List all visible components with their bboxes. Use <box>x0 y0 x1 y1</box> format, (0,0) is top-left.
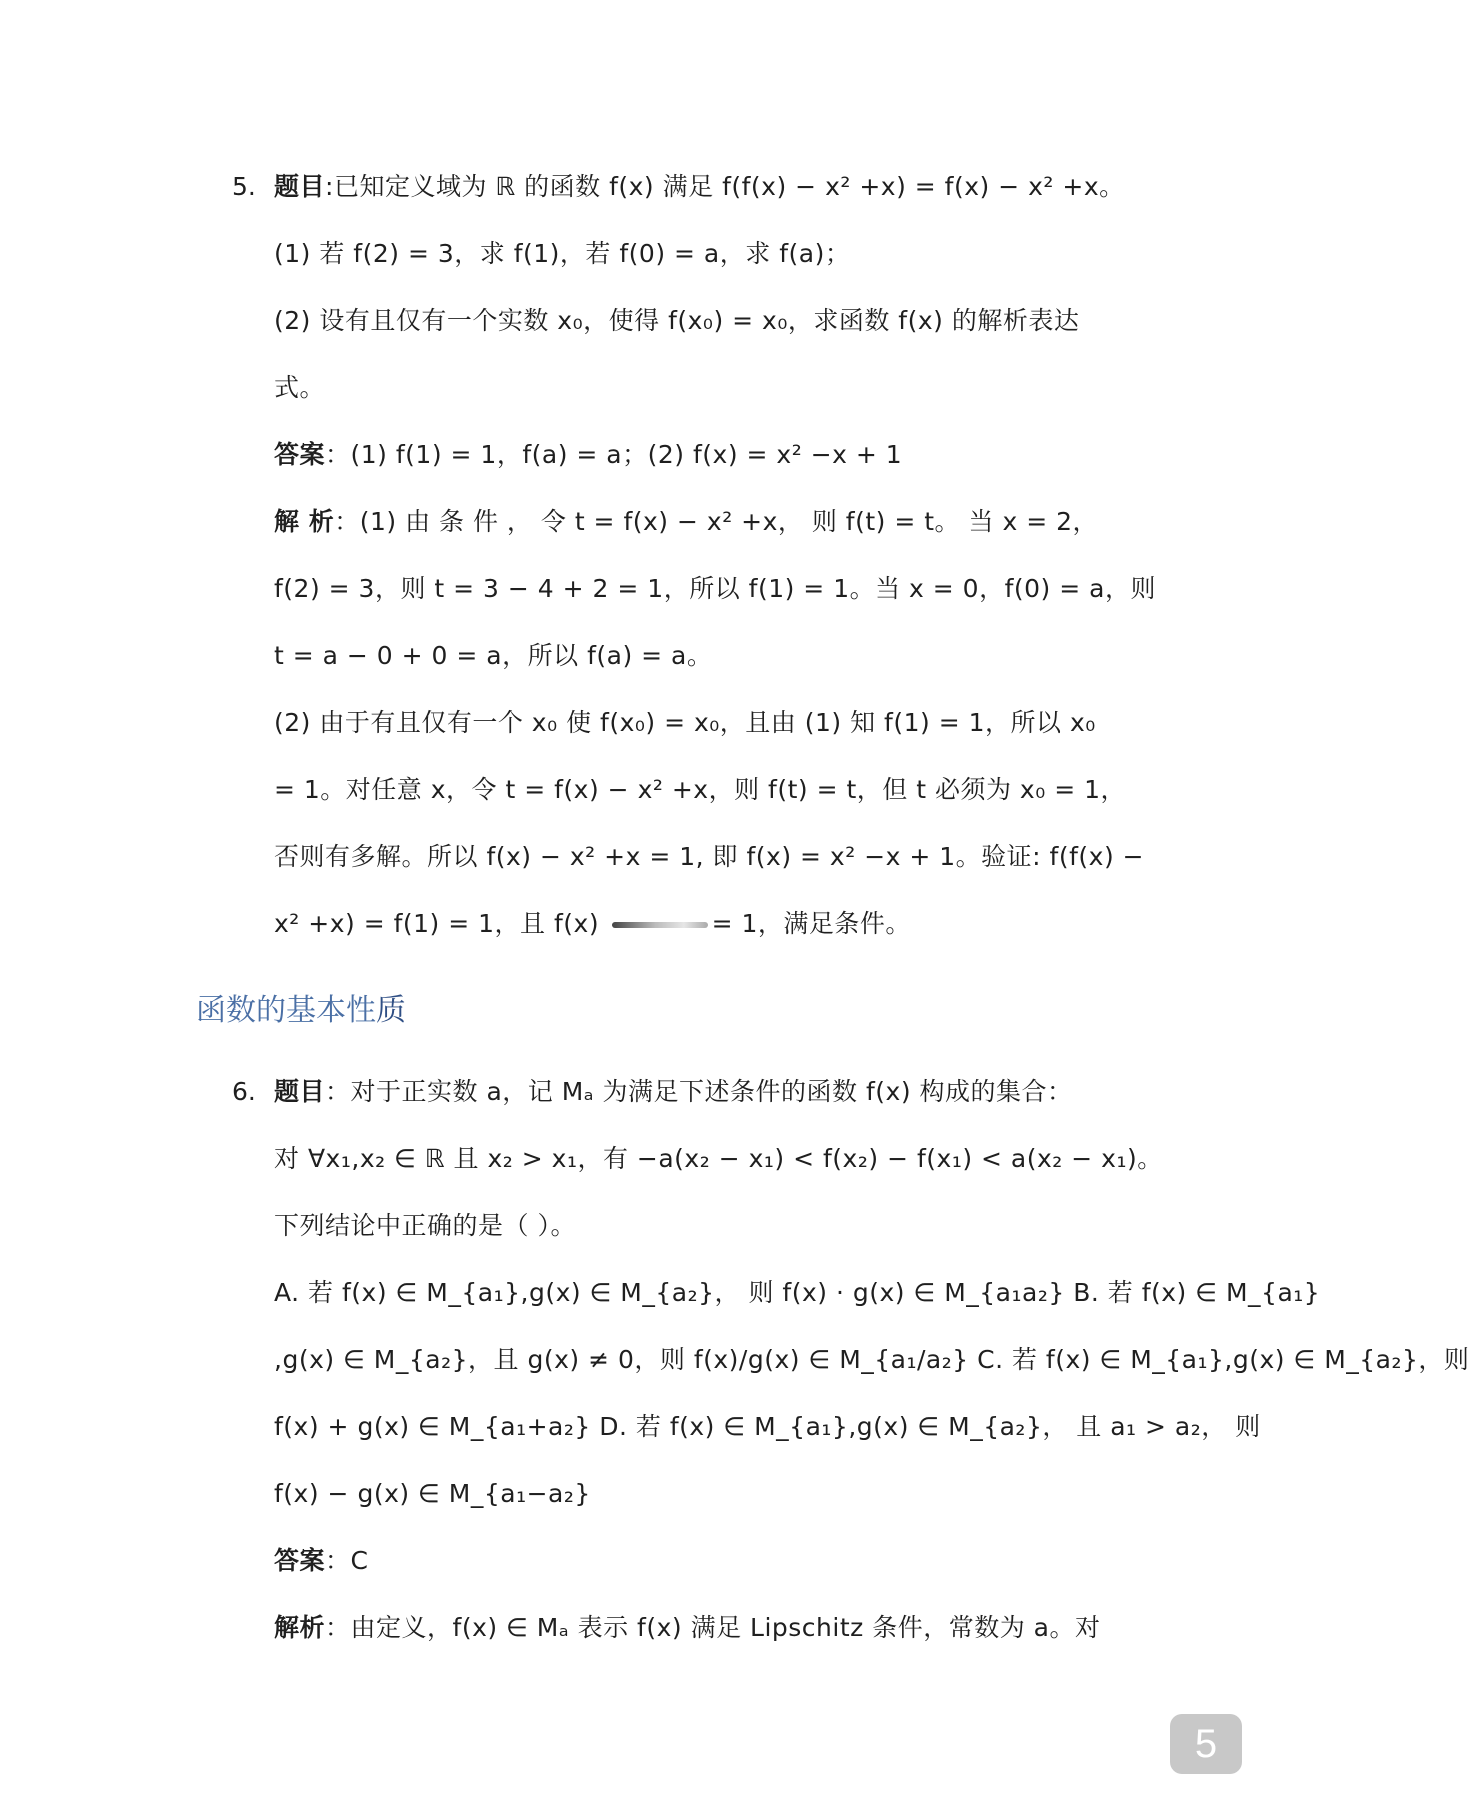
problem-5-answer-label: 答案 <box>274 440 326 469</box>
problem-6-text1: ：对于正实数 a，记 Mₐ 为满足下述条件的函数 f(x) 构成的集合： <box>325 1077 1073 1106</box>
problem-6-answer <box>274 1541 1104 1581</box>
problem-5-number: 5. <box>232 172 256 201</box>
problem-6-solution-text: ：由定义，f(x) ∈ Mₐ 表示 f(x) 满足 Lipschitz 条件，常数为 a。对 <box>325 1613 1101 1642</box>
problem-5-statement <box>274 167 1125 207</box>
problem-5-solution-line1 <box>274 502 1104 542</box>
problem-5-solution-label: 解 析 <box>274 507 335 536</box>
problem-5-solution-line6: 否则有多解。所以 f(x) − x² +x = 1, 即 f(x) = x² −x + 1。验证: f(f(x) − <box>274 842 1145 871</box>
problem-5-q2-line2: 式。 <box>274 373 326 402</box>
problem-5-solution-line5: = 1。对任意 x，令 t = f(x) − x² +x，则 f(t) = t，但 t 必须为 x₀ = 1， <box>274 775 1126 804</box>
problem-5-solution-text7b: = 1，满足条件。 <box>711 909 911 938</box>
problem-5-q2-line1: (2) 设有且仅有一个实数 x₀，使得 f(x₀) = x₀，求函数 f(x) 的解析表达 <box>274 306 1080 335</box>
problem-5-solution-line4: (2) 由于有且仅有一个 x₀ 使 f(x₀) = x₀，且由 (1) 知 f(1) = 1，所以 x₀ <box>274 708 1096 737</box>
problem-5-solution-line3: t = a − 0 + 0 = a，所以 f(a) = a。 <box>274 641 713 670</box>
section-heading-text: 函数的基本性 <box>196 993 376 1028</box>
problem-6-solution <box>274 1608 1104 1648</box>
problem-5-text: :已知定义域为 ℝ 的函数 f(x) 满足 f(f(x) − x² +x) = f(x) − x² +x。 <box>325 172 1125 201</box>
problem-6-statement <box>274 1072 1104 1112</box>
blurred-region <box>612 922 708 928</box>
problem-5-solution-line2: f(2) = 3，则 t = 3 − 4 + 2 = 1，所以 f(1) = 1。当 x = 0，f(0) = a，则 <box>274 574 1156 603</box>
page-number-badge: 5 <box>1170 1714 1242 1774</box>
problem-6-answer-label: 答案 <box>274 1546 326 1575</box>
problem-5-answer-text: ：(1) f(1) = 1，f(a) = a；(2) f(x) = x² −x + 1 <box>325 440 903 469</box>
problem-5-q1: (1) 若 f(2) = 3，求 f(1)，若 f(0) = a，求 f(a)； <box>274 239 851 268</box>
problem-6-answer-text: ：C <box>325 1546 369 1575</box>
problem-6-options-line3: f(x) + g(x) ∈ M_{a₁+a₂} D. 若 f(x) ∈ M_{a₁},g(x) ∈ M_{a₂}， 且 a₁ > a₂， 则 <box>274 1412 1261 1441</box>
problem-6-options-line4: f(x) − g(x) ∈ M_{a₁−a₂} <box>274 1479 591 1508</box>
problem-5-answer <box>274 435 1104 475</box>
problem-6-question: 下列结论中正确的是（ ）。 <box>274 1211 576 1240</box>
problem-6-number: 6. <box>232 1077 256 1106</box>
problem-6-condition: 对 ∀x₁,x₂ ∈ ℝ 且 x₂ > x₁，有 −a(x₂ − x₁) < f(x₂) − f(x₁) < a(x₂ − x₁)。 <box>274 1144 1163 1173</box>
problem-5-solution-line7 <box>274 904 1104 944</box>
problem-5-label: 题目 <box>274 172 326 201</box>
problem-6-label: 题目 <box>274 1077 326 1106</box>
problem-6-options-line2: ,g(x) ∈ M_{a₂}，且 g(x) ≠ 0，则 f(x)/g(x) ∈ M_{a₁/a₂} C. 若 f(x) ∈ M_{a₁},g(x) ∈ M_{a₂}，则 <box>274 1345 1469 1374</box>
problem-5-solution-text1: ：(1) 由 条 件 ， 令 t = f(x) − x² +x， 则 f(t) = t。 当 x = 2， <box>334 507 1098 536</box>
problem-6-solution-label: 解析 <box>274 1613 326 1642</box>
problem-5-solution-text7a: x² +x) = f(1) = 1，且 f(x) <box>274 909 608 938</box>
section-heading-last-char: 质 <box>376 993 406 1028</box>
section-heading <box>196 989 406 1033</box>
problem-6-options-line1: A. 若 f(x) ∈ M_{a₁},g(x) ∈ M_{a₂}， 则 f(x) · g(x) ∈ M_{a₁a₂} B. 若 f(x) ∈ M_{a₁} <box>274 1278 1321 1307</box>
